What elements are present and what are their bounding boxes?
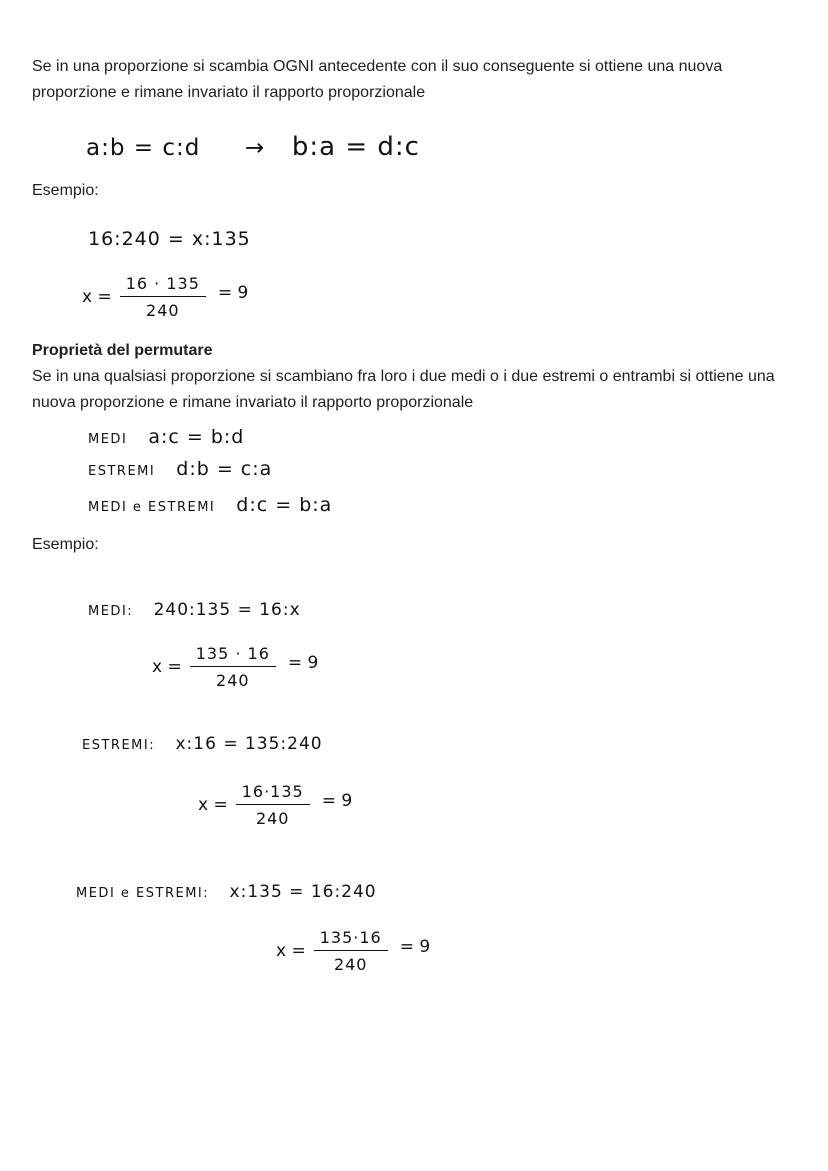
- intro-formula: [86, 132, 420, 162]
- example-label-2: Esempio:: [32, 536, 99, 553]
- fraction-numerator: 135·16: [314, 928, 388, 951]
- arrow-icon: →: [244, 135, 266, 161]
- case-medi-estremi-fraction: [276, 928, 430, 974]
- rule-tag: MEDI e ESTREMI: [88, 500, 216, 515]
- fraction-result: = 9: [287, 653, 319, 673]
- fraction-result: = 9: [321, 791, 353, 811]
- example1-fraction: [82, 274, 248, 320]
- example1-proportion: 16:240 = x:135: [88, 228, 251, 250]
- intro-formula-left: a:b = c:d: [86, 135, 201, 161]
- case-tag: ESTREMI:: [82, 738, 156, 753]
- fraction-numerator: 16·135: [236, 782, 310, 805]
- rule-formula: d:b = c:a: [176, 458, 273, 480]
- rule-formula: d:c = b:a: [236, 494, 333, 516]
- case-proportion: x:135 = 16:240: [229, 882, 377, 902]
- fraction-x: x =: [276, 941, 306, 961]
- case-estremi-fraction: [198, 782, 352, 828]
- fraction-x: x =: [198, 795, 228, 815]
- fraction-box: [190, 644, 276, 690]
- fraction-numerator: 135 · 16: [190, 644, 276, 667]
- fraction-result: = 9: [399, 937, 431, 957]
- case-proportion: 240:135 = 16:x: [153, 600, 301, 620]
- case-tag: MEDI e ESTREMI:: [76, 886, 210, 901]
- case-proportion: x:16 = 135:240: [175, 734, 323, 754]
- case-medi-fraction: [152, 644, 318, 690]
- case-estremi-proportion: [82, 734, 323, 754]
- rule-medi-estremi: [88, 494, 332, 516]
- fraction-box: [236, 782, 310, 828]
- fraction-box: [120, 274, 206, 320]
- fraction-denominator: 240: [255, 809, 290, 828]
- fraction-denominator: 240: [333, 955, 368, 974]
- example-label-1: Esempio:: [32, 182, 99, 199]
- fraction-box: [314, 928, 388, 974]
- rule-estremi: [88, 458, 272, 480]
- case-tag: MEDI:: [88, 604, 134, 619]
- fraction-denominator: 240: [216, 671, 250, 690]
- intro-formula-right: b:a = d:c: [291, 132, 420, 162]
- intro-paragraph: Se in una proporzione si scambia OGNI antecedente con il suo conseguente si ottiene una nuova proporzione e rimane invariato il rapporto proporzionale: [32, 58, 723, 101]
- fraction-result: = 9: [217, 283, 249, 303]
- case-medi-proportion: [88, 600, 301, 620]
- section-heading-permutare: Proprietà del permutare: [32, 342, 213, 359]
- rule-tag: MEDI: [88, 432, 128, 447]
- case-medi-estremi-proportion: [76, 882, 377, 902]
- fraction-denominator: 240: [146, 301, 180, 320]
- rule-tag: ESTREMI: [88, 464, 156, 479]
- fraction-x: x =: [82, 287, 112, 307]
- fraction-x: x =: [152, 657, 182, 677]
- fraction-numerator: 16 · 135: [120, 274, 206, 297]
- rule-medi: [88, 426, 244, 448]
- rule-formula: a:c = b:d: [148, 426, 245, 448]
- permutare-paragraph: Se in una qualsiasi proporzione si scambiano fra loro i due medi o i due estremi o entrambi si ottiene una nuova proporzione e rimane invariato il rapporto proporzionale: [32, 368, 775, 411]
